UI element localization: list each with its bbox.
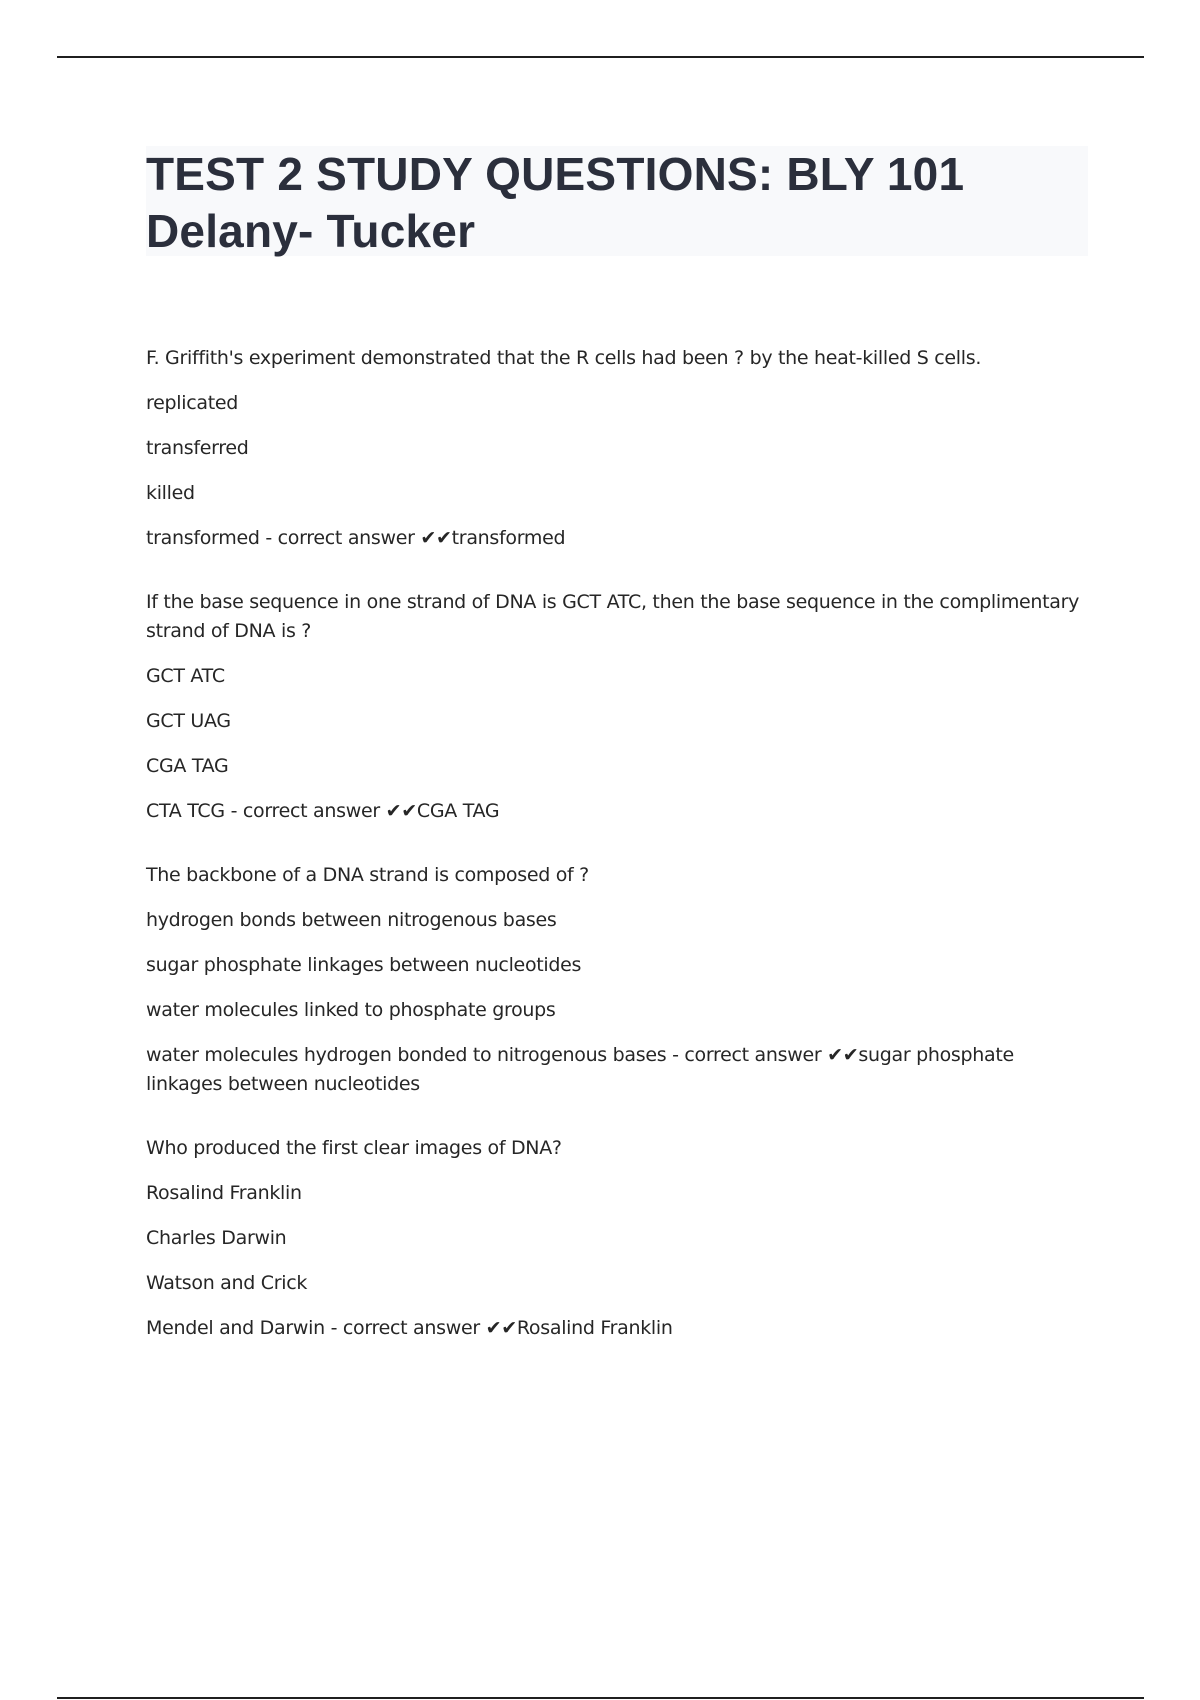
answer-option: transferred	[146, 437, 249, 459]
answer-option: Watson and Crick	[146, 1272, 308, 1294]
last-option: water molecules hydrogen bonded to nitrogenous bases	[146, 1044, 667, 1066]
check-icon: ✔✔	[385, 800, 417, 822]
question-text: The backbone of a DNA strand is composed of ?	[146, 864, 589, 886]
questions-list	[146, 344, 1086, 1378]
correct-answer: sugar phosphate linkages between nucleotides	[146, 1044, 1014, 1095]
answer-option: Charles Darwin	[146, 1227, 287, 1249]
last-option: CTA TCG	[146, 800, 225, 822]
answer-option: sugar phosphate linkages between nucleotides	[146, 954, 582, 976]
answer-option: water molecules linked to phosphate groups	[146, 999, 556, 1021]
question-block	[146, 861, 1086, 1099]
title-line-1: TEST 2 STUDY QUESTIONS: BLY 101	[146, 148, 965, 200]
title-line-2: Delany- Tucker	[146, 205, 476, 257]
question-block	[146, 344, 1086, 553]
check-icon: ✔✔	[420, 527, 452, 549]
correct-answer-label: correct answer	[242, 800, 380, 822]
correct-answer: transformed	[451, 527, 566, 549]
answer-line: CTA TCG - correct answer ✔✔CGA TAG	[146, 800, 500, 822]
correct-answer-label: correct answer	[277, 527, 415, 549]
answer-option: GCT ATC	[146, 665, 225, 687]
check-icon: ✔✔	[485, 1317, 517, 1339]
page-title	[146, 146, 1088, 260]
answer-option: GCT UAG	[146, 710, 231, 732]
last-option: Mendel and Darwin	[146, 1317, 325, 1339]
correct-answer: Rosalind Franklin	[516, 1317, 673, 1339]
question-block	[146, 1134, 1086, 1343]
last-option: transformed	[146, 527, 260, 549]
answer-line: transformed - correct answer ✔✔transformed	[146, 527, 566, 549]
answer-option: killed	[146, 482, 195, 504]
check-icon: ✔✔	[827, 1044, 859, 1066]
title-box	[146, 146, 1088, 256]
answer-option: replicated	[146, 392, 238, 414]
answer-line: Mendel and Darwin - correct answer ✔✔Rosalind Franklin	[146, 1317, 673, 1339]
answer-option: hydrogen bonds between nitrogenous bases	[146, 909, 557, 931]
correct-answer-label: correct answer	[342, 1317, 480, 1339]
question-text: Who produced the first clear images of DNA?	[146, 1137, 562, 1159]
correct-answer-label: correct answer	[684, 1044, 822, 1066]
answer-line: water molecules hydrogen bonded to nitrogenous bases - correct answer ✔✔sugar phosphate linkages between nucleotides	[146, 1044, 1014, 1095]
question-text: If the base sequence in one strand of DNA is GCT ATC, then the base sequence in the complimentary strand of DNA is ?	[146, 591, 1080, 642]
question-text: F. Griffith's experiment demonstrated that the R cells had been ? by the heat-killed S cells.	[146, 347, 982, 369]
answer-option: CGA TAG	[146, 755, 229, 777]
correct-answer: CGA TAG	[416, 800, 500, 822]
answer-option: Rosalind Franklin	[146, 1182, 302, 1204]
top-rule	[57, 56, 1144, 58]
question-block	[146, 588, 1086, 826]
bottom-rule	[57, 1697, 1144, 1699]
